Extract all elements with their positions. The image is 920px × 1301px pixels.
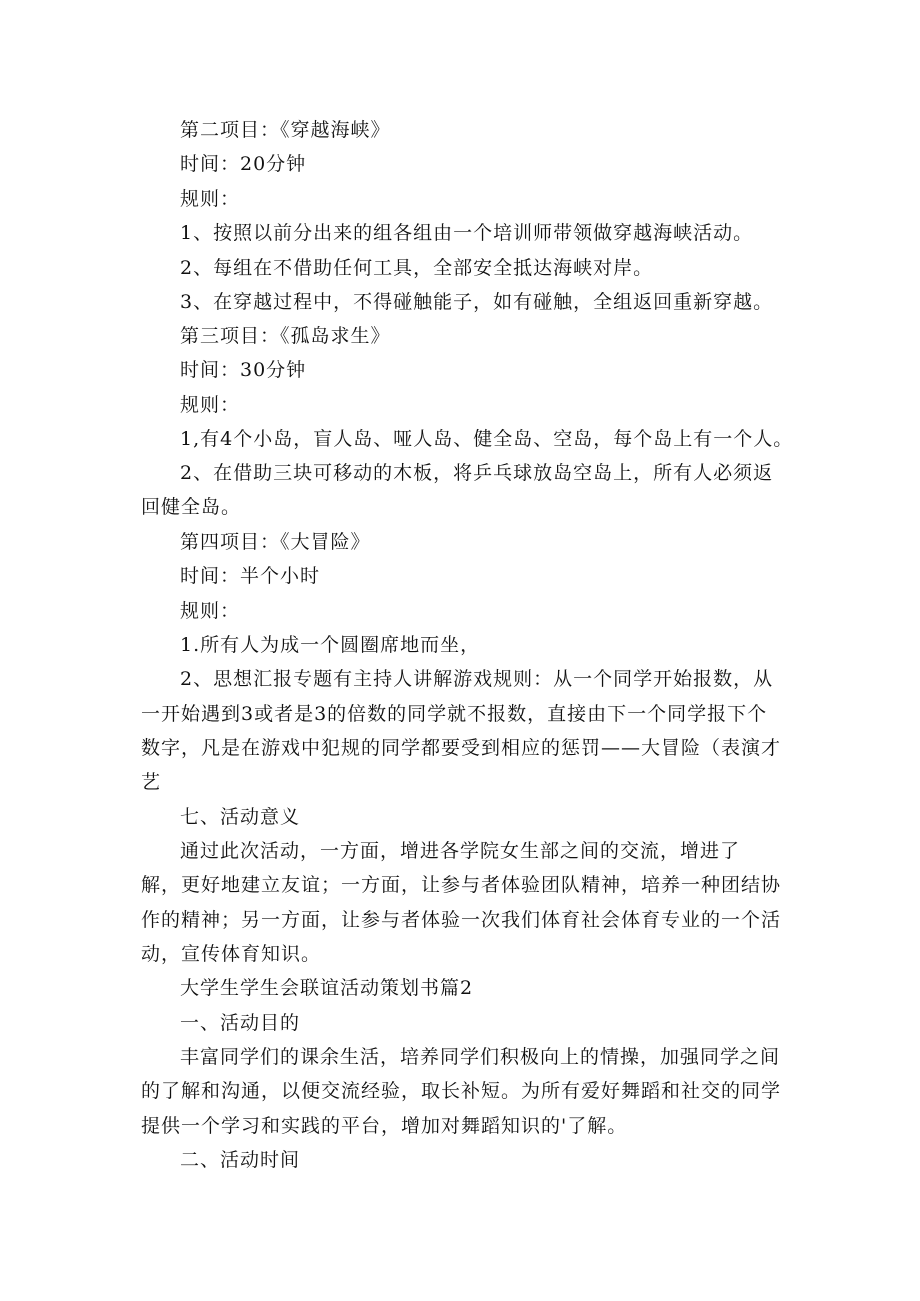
- rule-line-item2-3: 3、在穿越过程中，不得碰触能子，如有碰触，全组返回重新穿越。: [180, 291, 774, 313]
- rule-line-item2-2: 2、每组在不借助任何工具，全部安全抵达海峡对岸。: [180, 257, 654, 279]
- rule-line-item4-2-cont3: 艺: [141, 771, 162, 793]
- section-heading-item3: 第三项目：《孤岛求生》: [180, 325, 391, 347]
- rules-label-item3: 规则：: [180, 394, 241, 416]
- section-heading-purpose: 一、活动目的: [180, 1012, 301, 1034]
- paragraph-significance-3: 作的精神；另一方面，让参与者体验一次我们体育社会体育专业的一个活: [141, 909, 782, 931]
- document-subtitle: 大学生学生会联谊活动策划书篇2: [180, 977, 474, 999]
- rule-line-item3-1: 1,有4个小岛，盲人岛、哑人岛、健全岛、空岛，每个岛上有一个人。: [180, 428, 794, 450]
- section-heading-time: 二、活动时间: [180, 1149, 301, 1171]
- section-heading-item4: 第四项目：《大冒险》: [180, 531, 371, 553]
- rule-line-item2-1: 1、按照以前分出来的组各组由一个培训师带领做穿越海峡活动。: [180, 222, 754, 244]
- paragraph-significance-4: 动，宣传体育知识。: [141, 943, 322, 965]
- paragraph-purpose-3: 提供一个学习和实践的平台，增加对舞蹈知识的'了解。: [141, 1115, 628, 1137]
- paragraph-significance-1: 通过此次活动，一方面，增进各学院女生部之间的交流，增进了: [180, 840, 741, 862]
- paragraph-purpose-1: 丰富同学们的课余生活，培养同学们积极向上的情操，加强同学之间: [180, 1046, 781, 1068]
- rule-line-item3-2: 2、在借助三块可移动的木板，将乒乓球放岛空岛上，所有人必须返: [180, 462, 774, 484]
- rule-line-item4-2-cont2: 数字，凡是在游戏中犯规的同学都要受到相应的惩罚——大冒险（表演才: [141, 737, 782, 759]
- rules-label-item4: 规则：: [180, 600, 241, 622]
- rule-line-item4-1: 1.所有人为成一个圆圈席地而坐，: [180, 634, 481, 656]
- section-heading-item2: 第二项目：《穿越海峡》: [180, 119, 391, 141]
- time-line-item2: 时间：20分钟: [180, 153, 307, 175]
- rule-line-item4-2-cont1: 一开始遇到3或者是3的倍数的同学就不报数，直接由下一个同学报下个: [141, 703, 768, 725]
- rule-line-item3-2-cont: 回健全岛。: [141, 496, 242, 518]
- paragraph-purpose-2: 的了解和沟通，以便交流经验，取长补短。为所有爱好舞蹈和社交的同学: [141, 1080, 782, 1102]
- time-line-item3: 时间：30分钟: [180, 359, 307, 381]
- time-line-item4: 时间：半个小时: [180, 565, 321, 587]
- rules-label-item2: 规则：: [180, 188, 241, 210]
- rule-line-item4-2: 2、思想汇报专题有主持人讲解游戏规则：从一个同学开始报数，从: [180, 668, 774, 690]
- section-heading-significance: 七、活动意义: [180, 806, 301, 828]
- paragraph-significance-2: 解，更好地建立友谊；一方面，让参与者体验团队精神，培养一种团结协: [141, 874, 782, 896]
